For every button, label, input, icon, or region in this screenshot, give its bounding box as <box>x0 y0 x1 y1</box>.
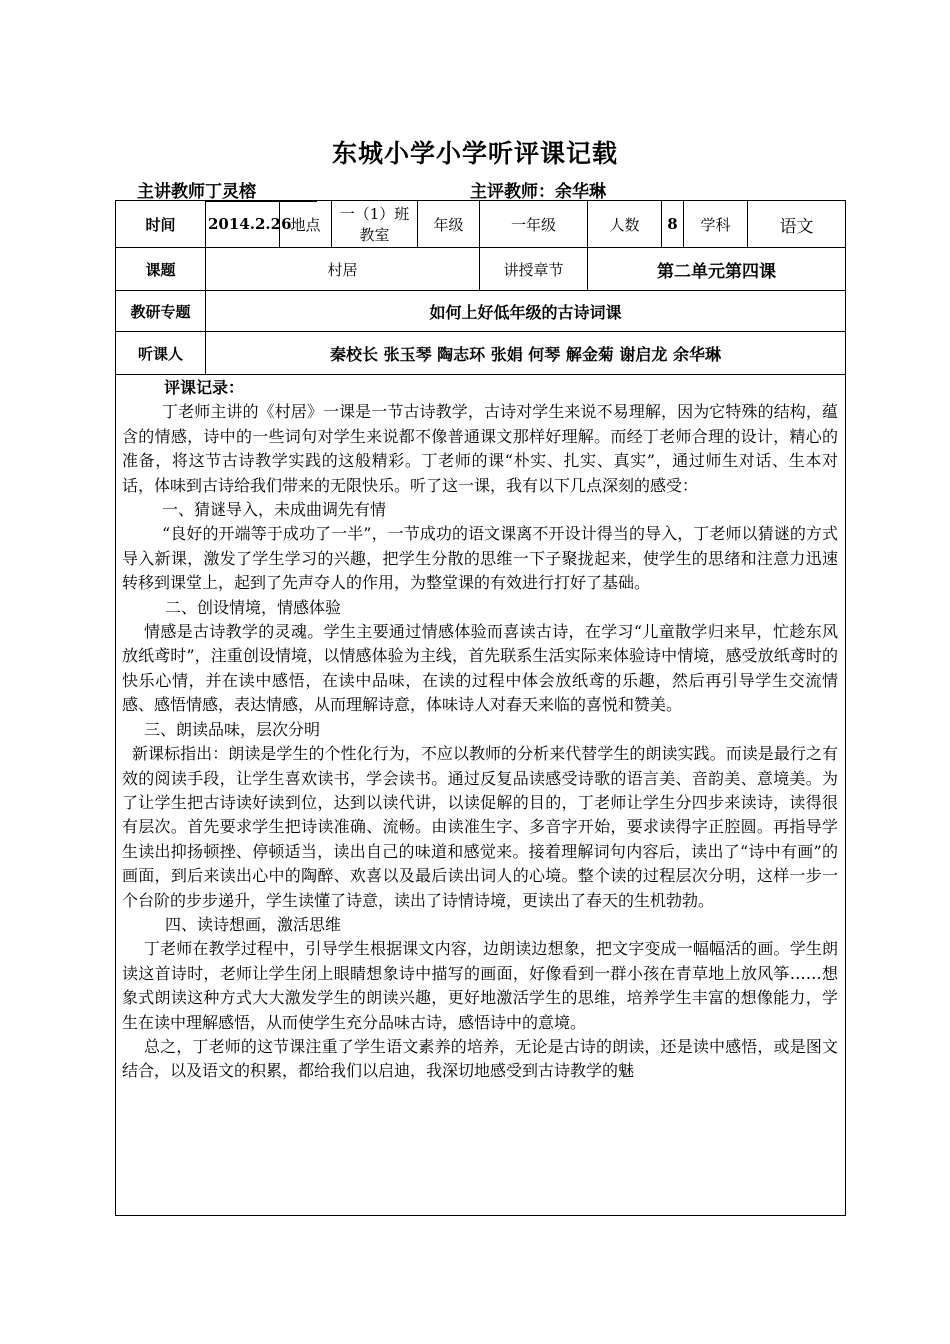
comment-body <box>122 375 838 1084</box>
research-label: 教研专题 <box>116 291 206 332</box>
table-row <box>116 248 846 291</box>
topic-value: 村居 <box>206 248 480 291</box>
chapter-value: 第二单元第四课 <box>588 248 846 291</box>
reviewer-info <box>470 177 606 202</box>
record-table <box>115 200 846 1216</box>
count-value: 8 <box>662 201 684 248</box>
place-label: 地点 <box>280 201 332 248</box>
section-heading: 三、朗读品味，层次分明 <box>144 719 321 739</box>
page-title: 东城小学小学听评课记载 <box>331 139 618 168</box>
listeners-label: 听课人 <box>116 332 206 375</box>
grade-label: 年级 <box>418 201 480 248</box>
place-value: 一（1）班教室 <box>332 201 418 248</box>
topic-label: 课题 <box>116 248 206 291</box>
table-row <box>116 201 846 248</box>
subject-value: 语文 <box>748 201 846 248</box>
comment-paragraph: 总之，丁老师的这节课注重了学生语文素养的培养，无论是古诗的朗读，还是读中感悟，或是图文结合，以及语文的积累，都给我们以启迪，我深切地感受到古诗教学的魅 <box>122 1036 838 1081</box>
lecturer-label: 主讲教师 <box>137 182 205 202</box>
section-heading: 二、创设情境，情感体验 <box>165 597 342 617</box>
lecturer-name: 丁灵榕 <box>205 183 317 202</box>
lecturer-info <box>137 177 317 202</box>
comment-label: 评课记录： <box>164 378 245 397</box>
comment-cell <box>116 375 846 1216</box>
subject-label: 学科 <box>684 201 748 248</box>
reviewer-name: 余华琳 <box>555 182 606 202</box>
time-value: 2014.2.26 <box>206 201 280 248</box>
comment-paragraph: 情感是古诗教学的灵魂。学生主要通过情感体验而喜读古诗，在学习“儿童散学归来早，忙趁东风放纸鸢时”，注重创设情境，以情感体验为主线，首先联系生活实际来体验诗中情境，感受放纸鸢时的快乐心情，并在读中感悟，在读中品味，在读的过程中体会放纸鸢的乐趣，然后再引导学生交流情感、感悟情感，表达情感，从而理解诗意，体味诗人对春天来临的喜悦和赞美。 <box>122 622 838 715</box>
comment-paragraph: 丁老师主讲的《村居》一课是一节古诗教学，古诗对学生来说不易理解，因为它特殊的结构，蕴含的情感，诗中的一些词句对学生来说都不像普通课文那样好理解。而经丁老师合理的设计，精心的准备，将这节古诗教学实践的这般精彩。丁老师的课“朴实、扎实、真实”，通过师生对话、生本对话，体味到古诗给我们带来的无限快乐。听了这一课，我有以下几点深刻的感受： <box>122 402 838 495</box>
comment-paragraph: 新课标指出：朗读是学生的个性化行为，不应以教师的分析来代替学生的朗读实践。而读是最行之有效的阅读手段，让学生喜欢读书，学会读书。通过反复品读感受诗歌的语言美、音韵美、意境美。为了让学生把古诗读好读到位，达到以读代讲，以读促解的目的，丁老师让学生分四步来读诗，读得很有层次。首先要求学生把诗读准确、流畅。由读准生字、多音字开始，要求读得字正腔圆。再指导学生读出抑扬顿挫、停顿适当，读出自己的味道和感觉来。接着理解词句内容后，读出了“诗中有画”的画面，到后来读出心中的陶醉、欢喜以及最后读出词人的心境。整个读的过程层次分明，这样一步一个台阶的步步递升，学生读懂了诗意，读出了诗情诗境，更读出了春天的生机勃勃。 <box>122 744 838 910</box>
comment-paragraph: 丁老师在教学过程中，引导学生根据课文内容，边朗读边想象，把文字变成一幅幅活的画。学生朗读这首诗时，老师让学生闭上眼睛想象诗中描写的画面，好像看到一群小孩在青草地上放风筝……想象式朗读这种方式大大激发学生的朗读兴趣，更好地激活学生的思维，培养学生丰富的想像能力，学生在读中理解感悟，从而使学生充分品味古诗，感悟诗中的意境。 <box>122 939 838 1032</box>
reviewer-label: 主评教师： <box>470 182 555 202</box>
listeners-value: 秦校长 张玉琴 陶志环 张娟 何琴 解金菊 谢启龙 余华琳 <box>206 332 846 375</box>
comment-paragraph: “良好的开端等于成功了一半”，一节成功的语文课离不开设计得当的导入，丁老师以猜谜的方式导入新课，激发了学生学习的兴趣，把学生分散的思维一下子聚拢起来，使学生的思绪和注意力迅速转移到课堂上，起到了先声夺人的作用，为整堂课的有效进行打好了基础。 <box>122 524 838 593</box>
table-row <box>116 375 846 1216</box>
research-value: 如何上好低年级的古诗词课 <box>206 291 846 332</box>
section-heading: 一、猜谜导入，未成曲调先有情 <box>162 500 387 520</box>
count-label: 人数 <box>588 201 662 248</box>
table-row <box>116 291 846 332</box>
section-heading: 四、读诗想画，激活思维 <box>165 914 342 934</box>
chapter-label: 讲授章节 <box>480 248 588 291</box>
table-row <box>116 332 846 375</box>
time-label: 时间 <box>116 201 206 248</box>
grade-value: 一年级 <box>480 201 588 248</box>
